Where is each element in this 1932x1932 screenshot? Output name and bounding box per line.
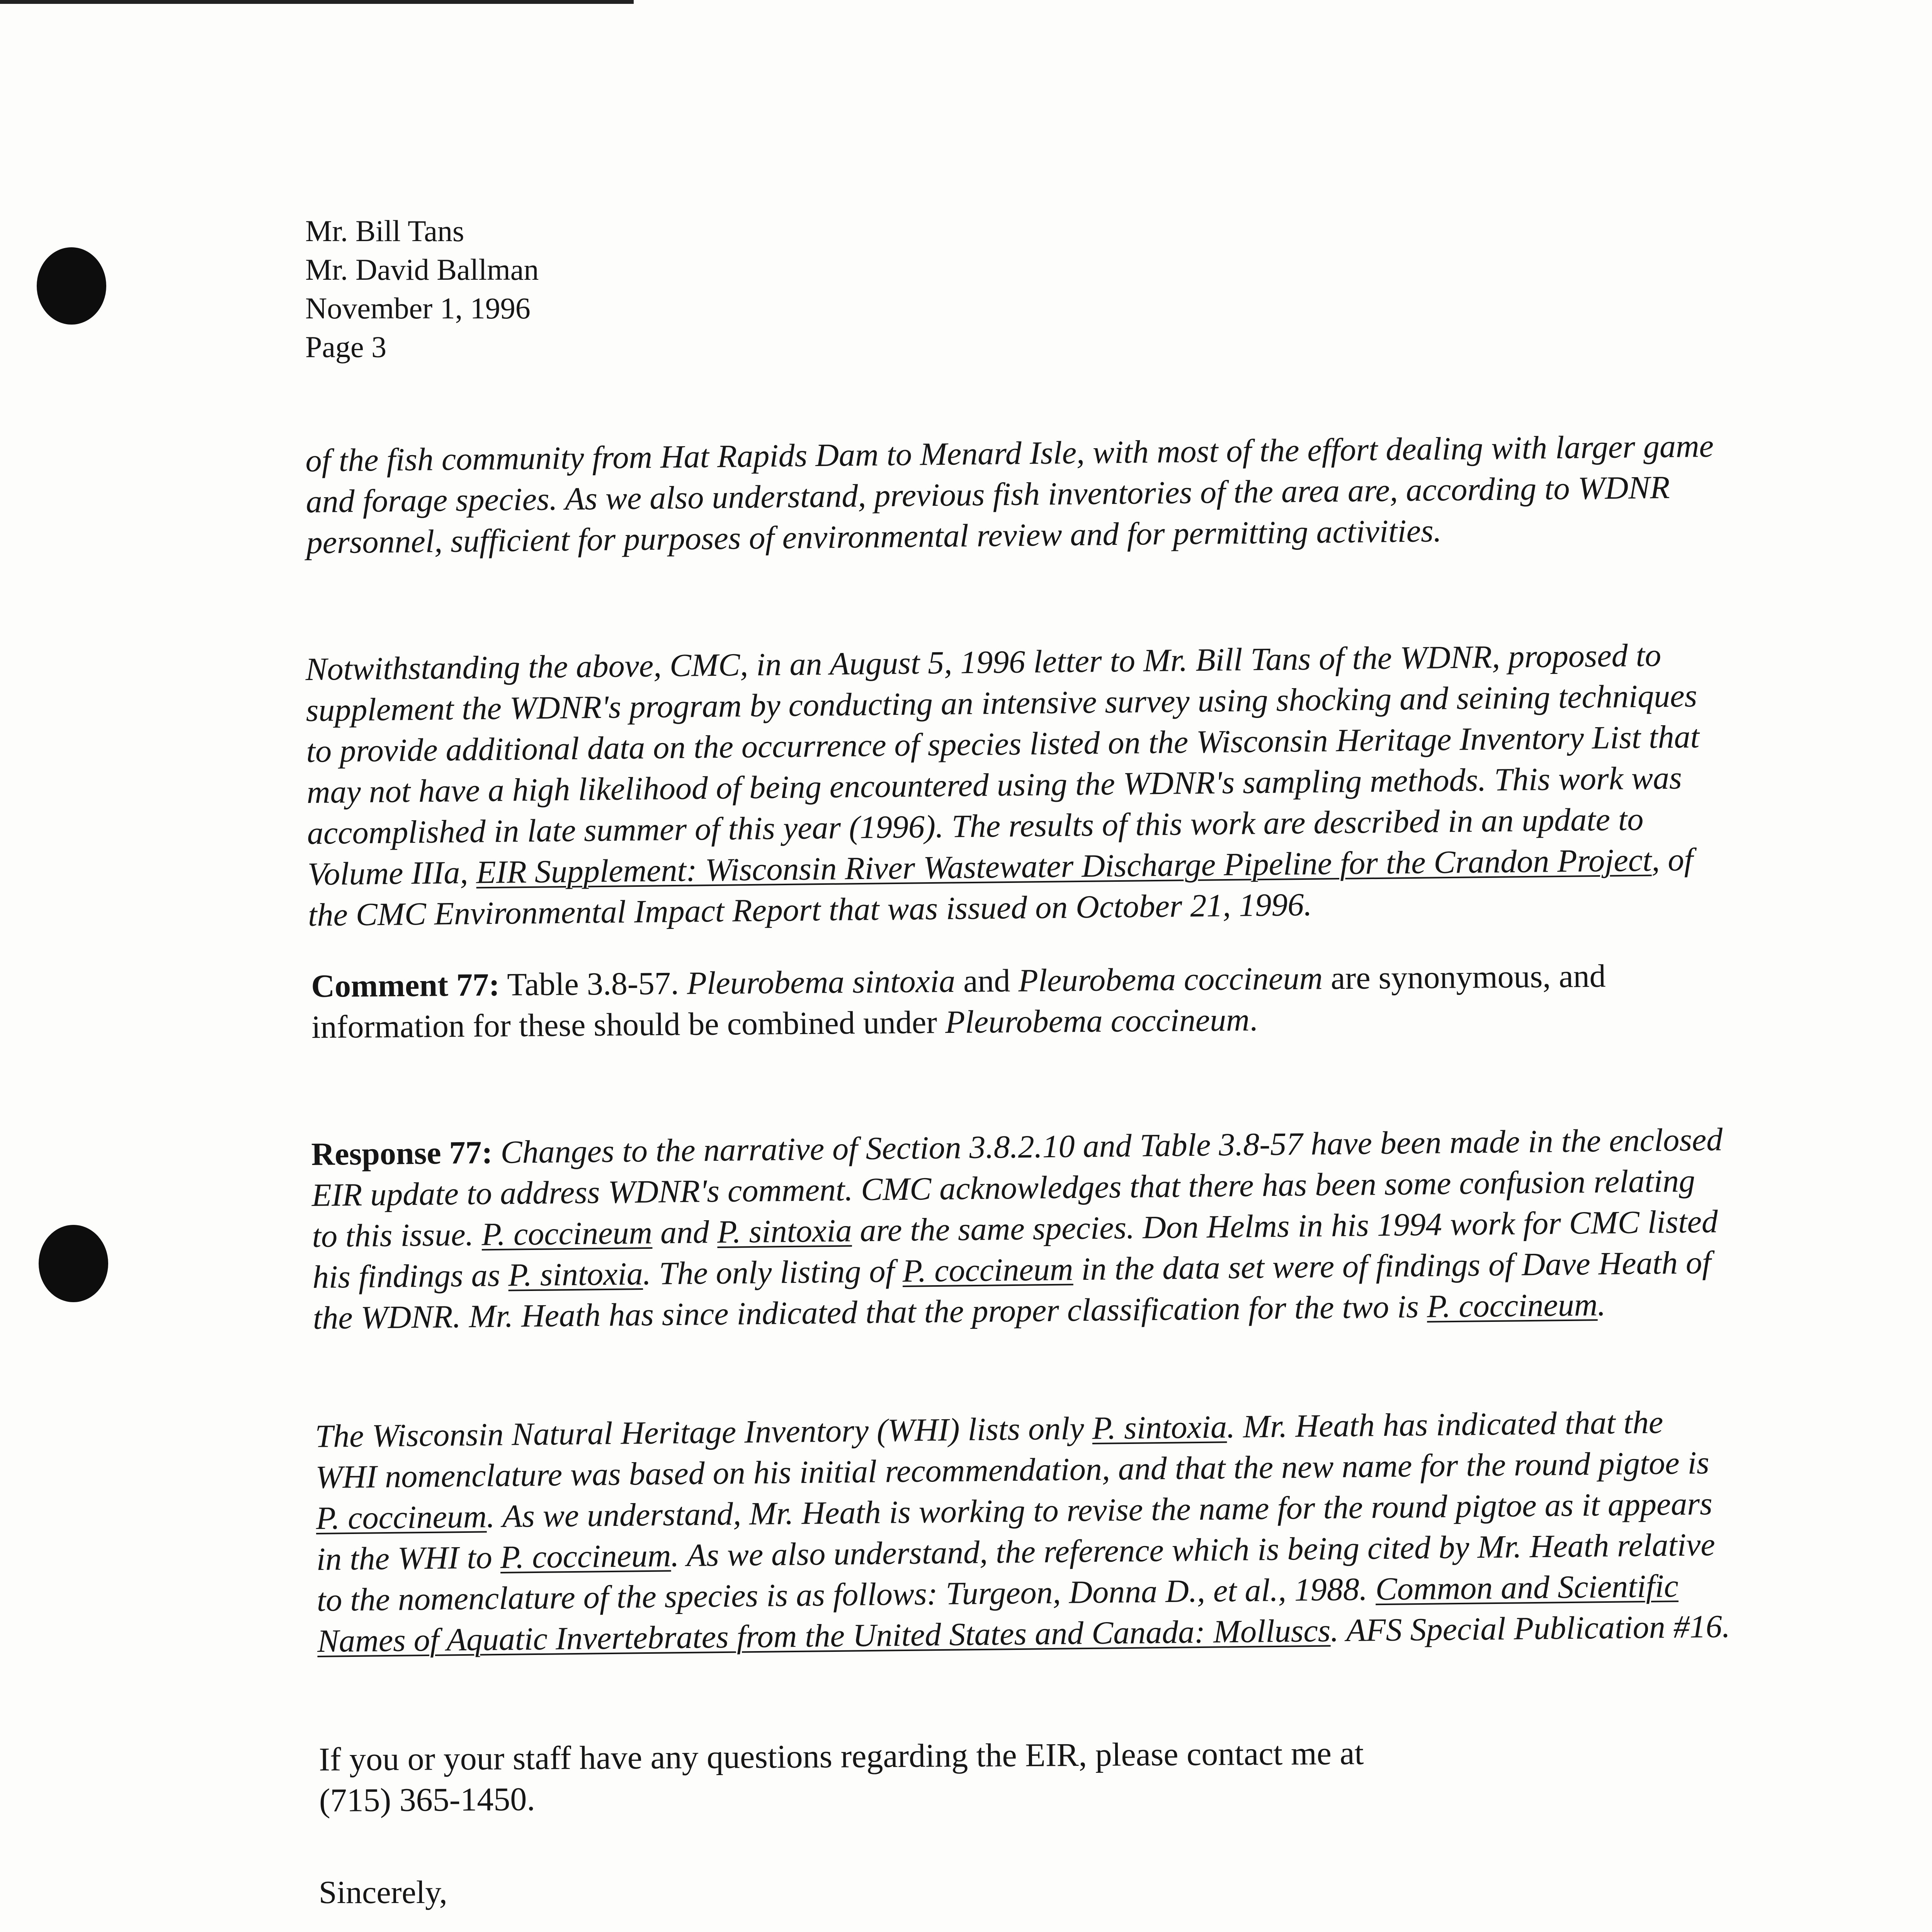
species-name: Pleurobema sintoxia [687,963,956,1002]
response-77-text: . The only listing of [643,1253,903,1292]
whi-text: . As we also understand, the reference which is being cited by Mr. Heath relative to the nomenclature of the species is as follows: Turgeon, Donna D., et al., 1988. [316,1527,1715,1618]
species-name: P. coccineum [316,1498,487,1536]
recipient-2: Mr. David Ballman [305,253,539,286]
punch-hole-top [37,247,106,325]
whi-text: . As we understand, Mr. Heath is working to revise the name for the round pigtoe as it appears in the WHI to [316,1486,1713,1577]
species-name: P. coccineum [1427,1287,1598,1325]
comment-77 [311,955,1726,1048]
species-name: P. sintoxia [1092,1409,1227,1446]
comment-77-label: Comment 77: [311,967,500,1004]
paragraph-1-text: of the fish community from Hat Rapids Dam to Menard Isle, with most of the effort dealing with larger game and forage species. As we also understand, previous fish inventories of the area are, according to WDNR personnel, sufficient for purposes of environmental review and for permitting activities. [305,428,1714,561]
species-name: Pleurobema coccineum [945,1002,1250,1041]
paragraph-notwithstanding [305,634,1723,936]
letter-date: November 1, 1996 [305,291,531,325]
response-77-text: are the same species. Don Helms in his 1994 work for CMC listed his findings as [312,1203,1718,1295]
whi-text: The Wisconsin Natural Heritage Inventory (WHI) lists only [315,1410,1093,1454]
comment-77-text: and [955,963,1019,999]
page-number: Page 3 [305,330,387,364]
letter-header [305,212,539,366]
response-77-text: . [1597,1286,1606,1323]
report-title: EIR Supplement: Wisconsin River Wastewater Discharge Pipeline for the Crandon Project [476,842,1652,891]
paragraph-fish-community [305,426,1721,563]
comment-77-text: are synonymous, and information for these should be combined under [311,958,1606,1045]
contact-paragraph [319,1730,1733,1821]
comment-77-text: Table 3.8-57. [499,965,687,1003]
comment-77-text: . [1249,1002,1258,1038]
handwritten-signature [325,1924,703,1932]
whi-text: . AFS Special Publication #16. [1330,1608,1731,1649]
contact-phone: (715) 365-1450. [319,1780,536,1819]
species-name: P. coccineum [481,1214,653,1253]
punch-hole-middle [39,1225,108,1302]
response-77-label: Response 77: [311,1134,493,1172]
paragraph-2-text-before: Notwithstanding the above, CMC, in an August 5, 1996 letter to Mr. Bill Tans of the WDNR, proposed to supplement the WDNR's program by conducting an intensive survey using shocking and seining techniques to provide additional data on the occurrence of species listed on the Wisconsin Heritage Inventory List that may not have a high likelihood of being encountered using the WDNR's sampling methods. This work was accomplished in late summer of this year (1996). The results of this work are described in an update to Volume IIIa, [305,637,1700,892]
species-name: P. sintoxia [717,1213,852,1250]
paragraph-whi [315,1401,1731,1662]
recipient-1: Mr. Bill Tans [305,214,464,248]
reference-title: Common and Scientific Names of Aquatic Invertebrates from the United States and Canada: Molluscs [317,1568,1679,1659]
paragraph-2-text-after: , of the CMC Environmental Impact Report that was issued on October 21, 1996. [308,842,1694,933]
closing: Sincerely, [319,1874,447,1910]
response-77-text: and [652,1214,718,1251]
species-name: P. coccineum [902,1251,1073,1289]
response-77-text: in the data set were of findings of Dave Heath of the WDNR. Mr. Heath has since indicated that the proper classification for the two is [313,1245,1711,1336]
response-77 [311,1119,1727,1339]
contact-line-1: If you or your staff have any questions regarding the EIR, please contact me at [319,1734,1364,1778]
species-name: Pleurobema coccineum [1018,960,1323,999]
scan-edge-rule [0,0,634,4]
species-name: P. sintoxia [508,1256,643,1293]
species-name: P. coccineum [500,1537,671,1575]
response-77-text: Changes to the narrative of Section 3.8.2.10 and Table 3.8-57 have been made in the enclosed EIR update to address WDNR's comment. CMC acknowledges that there has been some confusion relating to this issue. [311,1121,1723,1254]
whi-text: . Mr. Heath has indicated that the WHI nomenclature was based on his initial recommendation, and that the new name for the round pigtoe is [315,1404,1709,1495]
